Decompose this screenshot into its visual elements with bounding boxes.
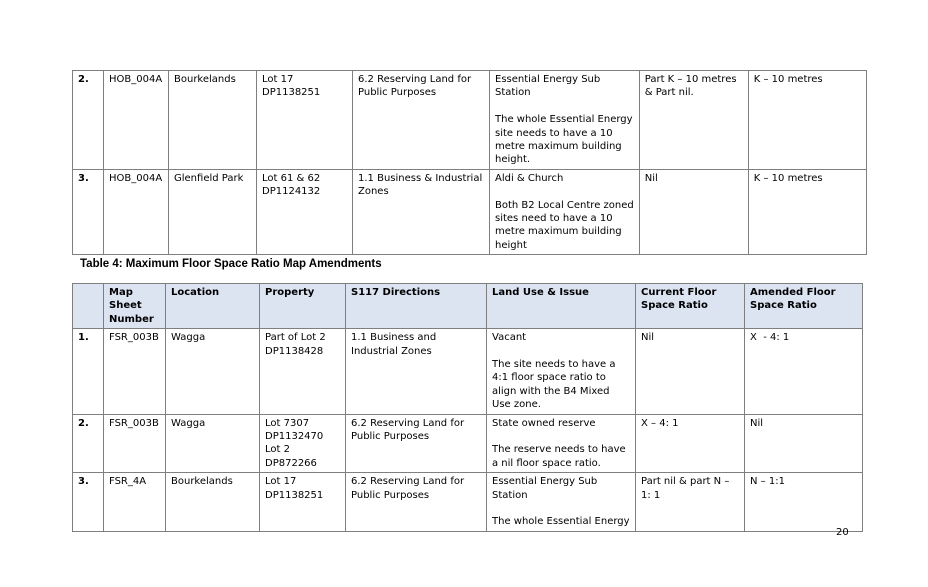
cell-line: 6.2 Reserving Land for [351, 476, 465, 488]
cell-direction [346, 329, 487, 414]
cell-line: height [495, 239, 527, 251]
cell-map: HOB_004A [104, 169, 169, 254]
cell-line: align with the B4 Mixed [492, 385, 610, 397]
table-row [73, 169, 867, 254]
cell-location: Bourkelands [166, 473, 260, 532]
cell-amended [748, 71, 866, 170]
cell-line: metre maximum building [495, 226, 622, 238]
page-number: 20 [836, 527, 849, 538]
cell-direction [353, 169, 490, 254]
cell-line: 4:1 floor space ratio to [492, 372, 606, 384]
cell-line: K – 10 metres [753, 74, 823, 85]
cell-current [636, 414, 745, 473]
cell-issue [487, 329, 636, 414]
cell-line: Land Use & Issue [492, 287, 589, 298]
cell-line: X - 4: 1 [750, 332, 790, 344]
cell-line: Industrial Zones [351, 345, 432, 357]
header-location [166, 284, 260, 329]
cell-line: Zones [358, 186, 389, 198]
cell-line: 1: 1 [641, 489, 661, 501]
cell-line: The whole Essential Energy [492, 516, 630, 528]
cell-line: Location [171, 287, 220, 298]
cell-line: DP1138428 [265, 345, 324, 357]
cell-current [639, 169, 748, 254]
cell-direction [353, 71, 490, 170]
cell-line: S117 Directions [351, 287, 441, 298]
cell-line: Part nil & part N – [641, 476, 730, 488]
cell-map: HOB_004A [104, 71, 169, 170]
cell-num: 1. [73, 329, 104, 414]
line-gap [492, 430, 630, 443]
cell-line: metre maximum building [495, 141, 622, 153]
cell-line: Public Purposes [351, 489, 430, 501]
cell-map: FSR_003B [104, 414, 166, 473]
cell-line: Nil [641, 332, 655, 344]
cell-line: 1.1 Business and [351, 332, 437, 344]
cell-line: DP872266 [265, 457, 317, 469]
table-row [73, 329, 863, 414]
cell-line: Nil [644, 172, 658, 184]
cell-direction [346, 473, 487, 532]
cell-line: Vacant [492, 332, 527, 344]
height-of-building-table [72, 70, 867, 255]
cell-line: a nil floor space ratio. [492, 457, 601, 469]
cell-line: Part of Lot 2 [265, 332, 326, 344]
cell-line: Current Floor [641, 287, 717, 298]
cell-line: height. [495, 154, 531, 166]
line-gap [495, 100, 634, 113]
line-gap [492, 502, 630, 515]
cell-line: Lot 61 & 62 [262, 172, 321, 184]
cell-line: Essential Energy Sub [492, 476, 598, 488]
cell-amended [745, 414, 863, 473]
cell-line: The site needs to have a [492, 359, 616, 371]
cell-line: Part K – 10 metres [644, 74, 737, 85]
cell-issue [487, 473, 636, 532]
table-row [73, 414, 863, 473]
cell-line: Nil [750, 417, 764, 429]
cell-line: Map [109, 287, 133, 298]
cell-line: 6.2 Reserving Land for [351, 417, 465, 429]
cell-map: FSR_4A [104, 473, 166, 532]
cell-line: Space Ratio [641, 300, 708, 312]
cell-amended [745, 473, 863, 532]
cell-amended [745, 329, 863, 414]
cell-line: Public Purposes [351, 431, 430, 443]
cell-property [257, 169, 353, 254]
header-issue [487, 284, 636, 329]
cell-line: State owned reserve [492, 417, 596, 429]
table-row [73, 473, 863, 532]
cell-line: site needs to have a 10 [495, 127, 613, 139]
cell-line: Aldi & Church [495, 172, 564, 184]
cell-line: Amended Floor [750, 287, 836, 298]
cell-line: N – 1:1 [750, 476, 785, 488]
table-row [73, 71, 867, 170]
cell-line: Space Ratio [750, 300, 817, 312]
line-gap [492, 345, 630, 358]
cell-line: Number [109, 313, 154, 325]
cell-line: DP1138251 [262, 87, 321, 99]
cell-line: Use zone. [492, 399, 541, 411]
cell-location: Wagga [166, 329, 260, 414]
cell-line: Property [265, 287, 315, 298]
cell-issue [490, 169, 640, 254]
cell-num: 2. [73, 414, 104, 473]
cell-property [257, 71, 353, 170]
table4-caption: Table 4: Maximum Floor Space Ratio Map Amendments [80, 258, 382, 270]
cell-num: 2. [73, 71, 104, 170]
cell-location: Wagga [166, 414, 260, 473]
cell-line: sites need to have a 10 [495, 213, 613, 225]
cell-direction [346, 414, 487, 473]
cell-line: Essential Energy Sub [495, 74, 601, 85]
table-header-row [73, 284, 863, 329]
cell-line: Lot 17 [262, 74, 294, 85]
header-amended [745, 284, 863, 329]
cell-property [260, 473, 346, 532]
header-property [260, 284, 346, 329]
cell-amended [748, 169, 866, 254]
cell-line: Sheet [109, 300, 142, 312]
cell-line: X – 4: 1 [641, 417, 679, 429]
cell-line: Station [495, 87, 531, 99]
cell-property [260, 414, 346, 473]
cell-line: Both B2 Local Centre zoned [495, 199, 634, 211]
cell-line: 1.1 Business & Industrial [358, 172, 483, 184]
header-direction [346, 284, 487, 329]
cell-issue [487, 414, 636, 473]
header-num [73, 284, 104, 329]
cell-current [636, 329, 745, 414]
cell-line: DP1124132 [262, 186, 321, 198]
cell-map: FSR_003B [104, 329, 166, 414]
cell-issue [490, 71, 640, 170]
cell-line: 6.2 Reserving Land for [358, 74, 472, 85]
cell-line: The whole Essential Energy [495, 114, 633, 126]
cell-line: DP1132470 [265, 431, 324, 443]
cell-line: DP1138251 [265, 489, 324, 501]
cell-line: Public Purposes [358, 87, 437, 99]
cell-line: The reserve needs to have [492, 444, 626, 456]
header-current [636, 284, 745, 329]
cell-current [636, 473, 745, 532]
cell-current [639, 71, 748, 170]
cell-num: 3. [73, 169, 104, 254]
cell-line: Lot 7307 [265, 417, 310, 429]
cell-line: Station [492, 489, 528, 501]
cell-location: Bourkelands [169, 71, 257, 170]
cell-num: 3. [73, 473, 104, 532]
cell-property [260, 329, 346, 414]
floor-space-ratio-table [72, 283, 863, 532]
header-map [104, 284, 166, 329]
cell-line: Lot 17 [265, 476, 297, 488]
cell-line: Lot 2 [265, 444, 290, 456]
cell-line: K – 10 metres [753, 172, 823, 184]
cell-line: & Part nil. [644, 87, 694, 99]
line-gap [495, 185, 634, 198]
cell-location: Glenfield Park [169, 169, 257, 254]
